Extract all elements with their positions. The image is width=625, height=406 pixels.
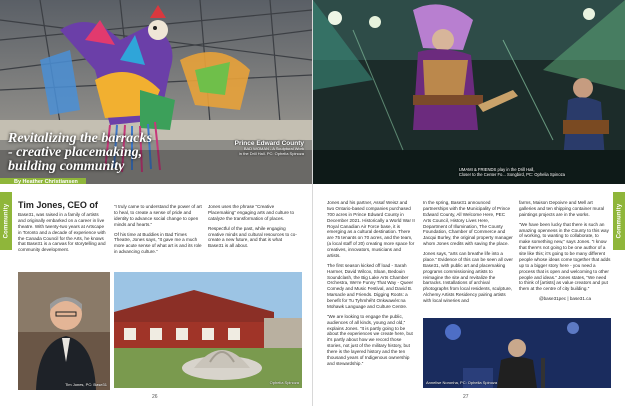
title-line-1: Revitalizing the barracks [8, 131, 152, 146]
page-number-left: 26 [152, 394, 158, 400]
section-tab-left [0, 192, 12, 250]
right-col1-paragraph-3: “We are looking to engage the public, audiences of all kinds, young and old,” explains Jones. “It is partly going to be about the experiences we create here, but it's partly about how we record those stories, not just of the military history, but there is the layered history and the ten thousand years of Indigenous ownership and stewardship.” [327, 313, 413, 366]
left-hero-caption [235, 140, 304, 157]
right-col2-paragraph-1: In the spring, Base31 announced partnerships with the Municipality of Prince Edward County, All Welcome Here, PEC Arts Council, History Lives Here, Department of Illumination, The County Foundation, Chamber of Commerce and Jacqui Burley, the original property manager whom Jones credits with saving the place. [423, 200, 513, 247]
barracks-sculpture-photo [114, 272, 302, 388]
right-col3-paragraph-1: farms, Maison Depoivre and Mell art galleries and ten shipping container mural paintings projects are in the works. [519, 200, 605, 217]
hero-caption-sub-1: BAD WOMAN - A Sculptural Work [243, 146, 304, 152]
right-hero-caption [459, 168, 565, 178]
right-col-3 [519, 200, 611, 306]
left-col-3 [208, 204, 298, 253]
annelise-photo-caption: Annelise Noronha, PC: Ophelia Spinoza [426, 380, 498, 385]
right-col1-paragraph-1: Jones and his partner, Assaf Weisz and two Ontario-based companies purchased 700 acres in Prince Edward County in December 2021. Historically a World War II Royal Canadian Air Force base, it is emerging as a cultural destination. There are 75 tenants on 70 acres, and the team, (a local staff of 20) creating more space for creatives, innovators, musicians and artists. [327, 200, 415, 258]
left-col-2 [114, 204, 202, 259]
right-hero-image [313, 0, 625, 184]
tim-jones-photo [18, 272, 110, 390]
left-hero-image [0, 0, 312, 184]
section-tab-label-right: Community [616, 203, 622, 239]
left-col2-paragraph-2: Of his time at Buddies in Bad Times Theatre, Jones says, “It gave me a much more acute sense of what art is and its role in advancing culture.” [114, 231, 202, 255]
left-col3-paragraph-2: Respectful of the past, while engaging creative minds and cultural resources to co-create a new future, and that is what Base31 is all about. [208, 225, 297, 249]
left-col3-paragraph-1: Jones uses the phrase “Creative Placemaking” engaging arts and culture to catalyze the transformation of places. [208, 204, 295, 221]
article-title [8, 132, 208, 174]
byline: By Heather Christiansen [0, 178, 86, 184]
intro-name: Tim Jones, CEO of [18, 200, 98, 210]
umami-band-photo [313, 0, 625, 184]
annelise-noronha-photo [423, 318, 611, 388]
social-handle: @base31pec | base31.ca [538, 296, 592, 302]
left-col-1 [18, 200, 106, 257]
right-col1-paragraph-2: The first season kicked off load - Sarah Harmer, David Wilcox, Sloan, Bedouin Soundclash, the Big Lake Arts Chamber Orchestra, We're Funny That Way - Queer Comedy and Music Festival, and David B. Marsacle and Friends. Digging Roots: a benefit for Tu Tyhmhéht Onkwawén:na Mohawk Language and Culture Centre. [327, 262, 414, 309]
right-page [313, 0, 625, 406]
right-col-1 [327, 200, 415, 371]
page-number-right: 27 [463, 394, 469, 400]
section-tab-label: Community [3, 203, 9, 239]
right-col-2 [423, 200, 513, 308]
right-col3-paragraph-2: “We have been lucky that there is such an amazing openness in the County to this way of working, to wanting to collaborate, to make something new,” says Jones. “I know that there's not going to be one author of a site like this; it's going to be many different people whose ideas come together that adds up to a bigger story here - you need a process that is open and welcoming to other people and ideas.” Jones states, “We need to think of [artists] as value creators and put them at the centre of city building.” [519, 221, 611, 292]
right-hero-caption-title: UMAMI & FRIENDS play in the Drill Hall, [458, 167, 535, 172]
tim-jones-photo-caption: Tim Jones, PC: Base31 [65, 382, 107, 387]
intro-body: Base31, was raised in a family of artists and originally embarked on a career in live theatre. With twenty-two years at Artscape in Toronto and a decade of experience with the Canada Council for the Arts, he knows that Base31 is a canvas for storytelling and community development. [18, 212, 106, 253]
right-col2-paragraph-2: Jones says, “arts can breathe life into a place.” Evidence of this can be seen all over Base31, with public art and placemaking programs commissioning artists to reimagine the site and revitalize the barracks. Installations of archival photographs from local residents, sculpture, Alchemy Artists Residency pairing artists with local wineries and [423, 251, 513, 303]
barracks-photo-caption: Ophelia Spinoza [269, 380, 299, 385]
title-line-2: - creative placemaking, [8, 145, 143, 160]
left-col2-paragraph-1: “I truly came to understand the power of art to heal, to create a sense of pride and identity to advance social change to open minds and hearts.” [114, 204, 202, 227]
section-tab-right [613, 192, 625, 250]
hero-caption-title: Prince Edward County [234, 140, 304, 147]
hero-caption-sub-2: in the Drill Hall. PC: Ophelia Spinoza [238, 151, 304, 157]
title-line-3: building community [8, 159, 125, 174]
right-hero-caption-sub: Closer to the Center Fo... Songbird, PC: Ophelia Spinoza [458, 171, 565, 177]
